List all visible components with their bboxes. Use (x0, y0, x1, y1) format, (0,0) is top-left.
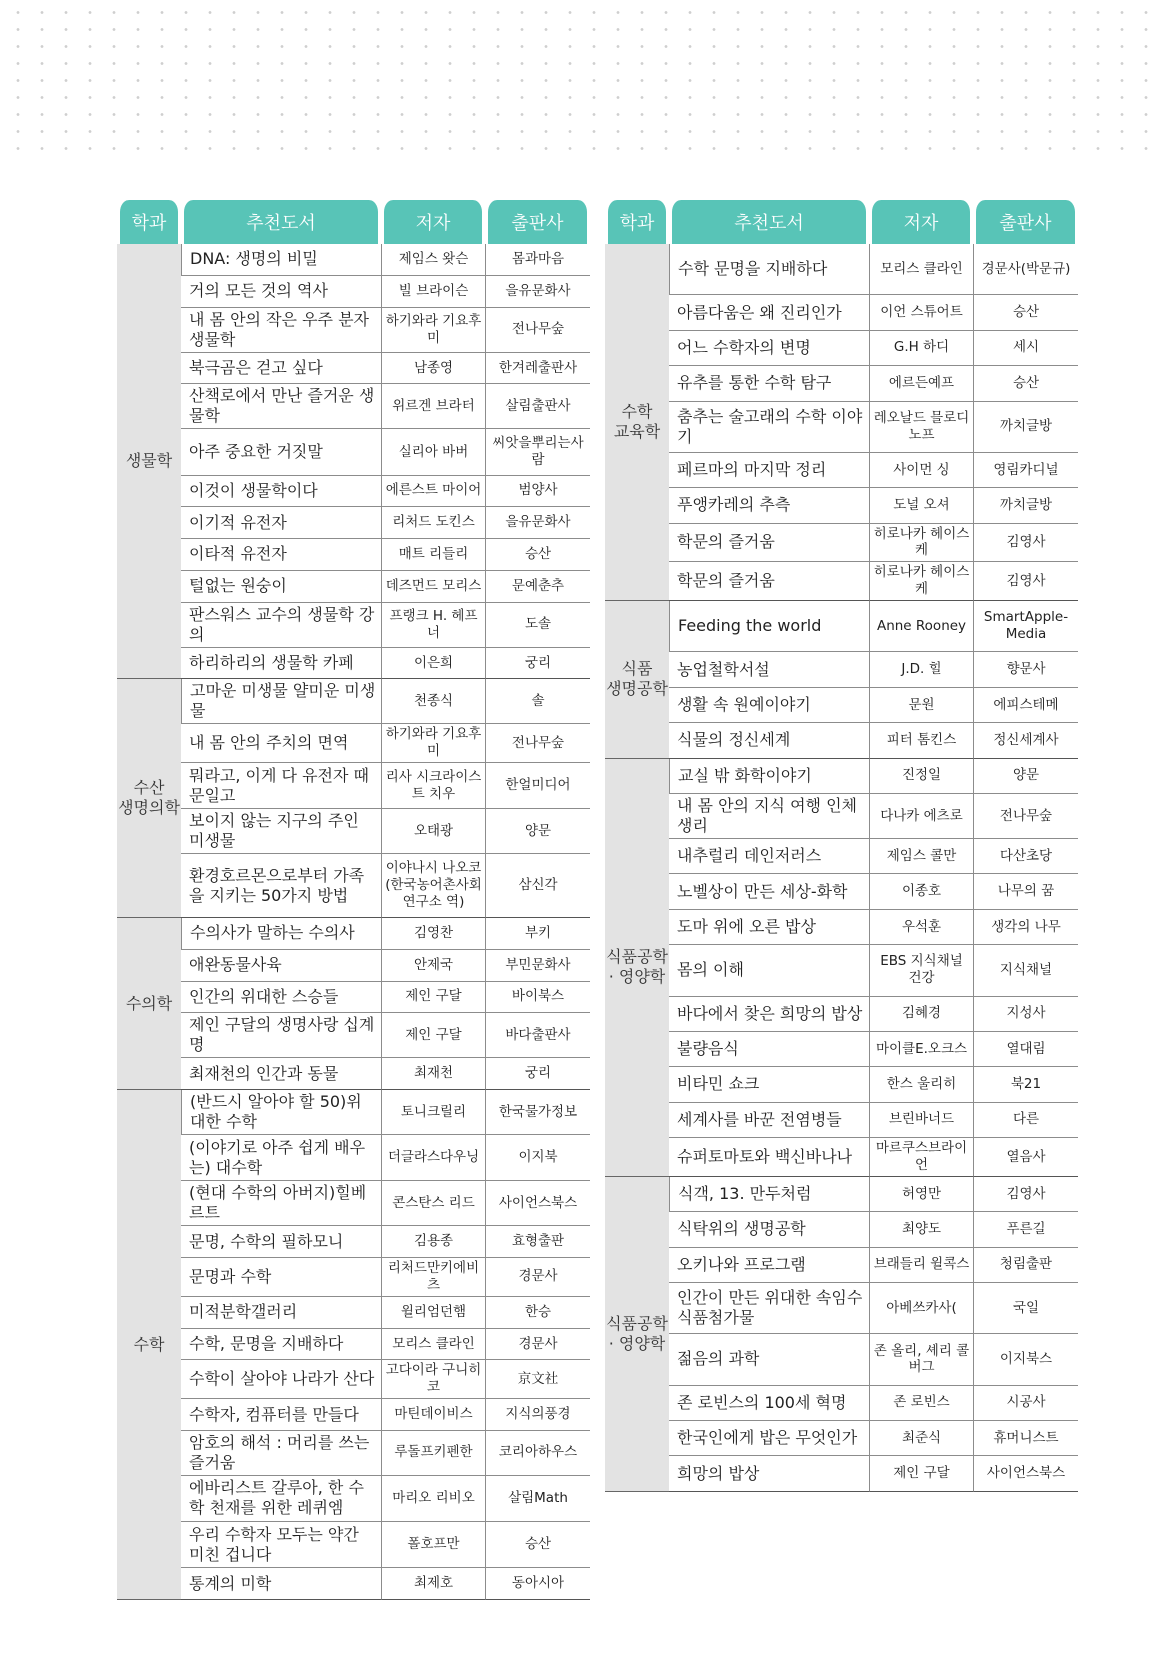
book-author: 모리스 클라인 (381, 1329, 485, 1361)
dept-cell: 식품 생명공학 (605, 601, 669, 759)
table-row (117, 308, 590, 353)
book-publisher: 코리아하우스 (485, 1431, 590, 1476)
table-row (117, 353, 590, 385)
book-title: 바다에서 찾은 희망의 밥상 (669, 997, 869, 1032)
book-author: 최준식 (869, 1421, 973, 1456)
book-publisher: 다산초당 (973, 839, 1078, 874)
book-publisher: 향문사 (973, 652, 1078, 687)
table-row (605, 1248, 1078, 1283)
table-row (605, 1334, 1078, 1385)
book-title: 식객, 13. 만두처럼 (669, 1177, 869, 1212)
book-publisher: 한국물가정보 (485, 1090, 590, 1135)
table-row (117, 679, 590, 724)
book-publisher: 열대림 (973, 1032, 1078, 1067)
table-row (117, 1297, 590, 1329)
table-row (605, 945, 1078, 996)
table-row (117, 1090, 590, 1135)
book-title: 식탁위의 생명공학 (669, 1212, 869, 1247)
book-title: 젊음의 과학 (669, 1334, 869, 1385)
book-publisher: 에피스테메 (973, 688, 1078, 723)
book-author: 브래들리 윌콕스 (869, 1248, 973, 1283)
book-author: Anne Rooney (869, 601, 973, 652)
book-author: 존 올리, 셰리 콜버그 (869, 1334, 973, 1385)
book-author: 더글라스다우닝 (381, 1135, 485, 1181)
book-author: 하기와라 기요후미 (381, 724, 485, 763)
book-title: 털없는 원숭이 (181, 571, 381, 603)
book-publisher: 부키 (485, 918, 590, 950)
book-author: 도널 오셔 (869, 488, 973, 523)
book-title: 교실 밖 화학이야기 (669, 759, 869, 794)
book-title: 학문의 즐거움 (669, 524, 869, 563)
book-title: 학문의 즐거움 (669, 562, 869, 601)
book-title: 농업철학서설 (669, 652, 869, 687)
book-author: 문원 (869, 688, 973, 723)
table-row (117, 854, 590, 918)
book-publisher: 까치글방 (973, 402, 1078, 453)
table-row (605, 910, 1078, 945)
header-dept: 학과 (605, 200, 669, 244)
table-row (605, 1456, 1078, 1491)
header-author: 저자 (381, 200, 485, 244)
table-row (117, 429, 590, 475)
table-row (117, 982, 590, 1014)
book-author: 최양도 (869, 1212, 973, 1247)
book-title: 내추럴리 데인저러스 (669, 839, 869, 874)
table-row (605, 1421, 1078, 1456)
table-row (605, 723, 1078, 758)
book-publisher: 정신세계사 (973, 723, 1078, 758)
book-title: 보이지 않는 지구의 주인 미생물 (181, 809, 381, 854)
table-row (605, 1212, 1078, 1247)
table-row (117, 1181, 590, 1226)
book-title: 이기적 유전자 (181, 507, 381, 539)
dept-cell: 수학 교육학 (605, 244, 669, 601)
book-publisher: 영림카디널 (973, 453, 1078, 488)
table-row (117, 1329, 590, 1361)
book-publisher: 범양사 (485, 476, 590, 508)
book-author: 모리스 클라인 (869, 244, 973, 295)
book-author: 피터 톰킨스 (869, 723, 973, 758)
book-author: 마이클E.오크스 (869, 1032, 973, 1067)
dept-cell: 식품공학 · 영양학 (605, 759, 669, 1177)
dept-cell: 생물학 (117, 244, 181, 679)
dot-pattern-background (0, 0, 1158, 150)
book-title: 노벨상이 만든 세상-화학 (669, 874, 869, 909)
book-title: 몸의 이해 (669, 945, 869, 996)
book-publisher: 열음사 (973, 1138, 1078, 1177)
book-author: 실리아 바버 (381, 429, 485, 475)
table-row (117, 571, 590, 603)
book-title: DNA: 생명의 비밀 (181, 244, 381, 276)
book-title: 수학이 살아야 나라가 산다 (181, 1360, 381, 1399)
table-row (605, 402, 1078, 453)
book-publisher: 전나무숲 (973, 794, 1078, 839)
book-title: 생활 속 원예이야기 (669, 688, 869, 723)
book-publisher: 바이북스 (485, 982, 590, 1014)
book-author: 안제국 (381, 950, 485, 982)
book-title: 아주 중요한 거짓말 (181, 429, 381, 475)
dept-cell: 식품공학 · 영양학 (605, 1177, 669, 1492)
book-title: Feeding the world (669, 601, 869, 652)
book-title: 수학 문명을 지배하다 (669, 244, 869, 295)
book-title: 도마 위에 오른 밥상 (669, 910, 869, 945)
book-title: 어느 수학자의 변명 (669, 331, 869, 366)
book-publisher: 전나무숲 (485, 308, 590, 353)
dept-cell: 수산 생명의학 (117, 679, 181, 917)
book-title: 페르마의 마지막 정리 (669, 453, 869, 488)
book-title: 제인 구달의 생명사랑 십계명 (181, 1013, 381, 1058)
book-author: 최제호 (381, 1568, 485, 1600)
book-author: 제인 구달 (869, 1456, 973, 1491)
table-row (605, 997, 1078, 1032)
table-row (605, 366, 1078, 401)
book-publisher: 궁리 (485, 1058, 590, 1090)
book-author: 존 로빈스 (869, 1386, 973, 1421)
book-author: 김혜경 (869, 997, 973, 1032)
book-publisher: 솔 (485, 679, 590, 724)
book-publisher: 이지북스 (973, 1334, 1078, 1385)
book-title: 세계사를 바꾼 전염병들 (669, 1103, 869, 1138)
table-row (605, 1138, 1078, 1177)
book-publisher: 이지북 (485, 1135, 590, 1181)
book-publisher: 북21 (973, 1067, 1078, 1102)
book-title: 아름다움은 왜 진리인가 (669, 295, 869, 330)
book-publisher: 씨앗을뿌리는사람 (485, 429, 590, 475)
book-publisher: 생각의 나무 (973, 910, 1078, 945)
book-author: 제인 구달 (381, 1013, 485, 1058)
book-author: 제임스 콜만 (869, 839, 973, 874)
table-header-row (605, 200, 1078, 244)
book-author: 이은희 (381, 648, 485, 680)
book-publisher: 문예춘추 (485, 571, 590, 603)
book-title: 판스워스 교수의 생물학 강의 (181, 603, 381, 648)
book-title: 수학, 문명을 지배하다 (181, 1329, 381, 1361)
book-publisher: 동아시아 (485, 1568, 590, 1600)
table-row (605, 759, 1078, 794)
book-author: 폴호프만 (381, 1522, 485, 1568)
book-title: 에바리스트 갈루아, 한 수학 천재를 위한 레퀴엠 (181, 1476, 381, 1522)
book-publisher: 휴머니스트 (973, 1421, 1078, 1456)
dept-cell: 수의학 (117, 918, 181, 1090)
table-row (117, 763, 590, 809)
book-publisher: 승산 (973, 295, 1078, 330)
book-title: 이것이 생물학이다 (181, 476, 381, 508)
table-row (605, 652, 1078, 687)
book-title: 뭐라고, 이게 다 유전자 때문일고 (181, 763, 381, 809)
table-row (117, 507, 590, 539)
book-author: 우석훈 (869, 910, 973, 945)
table-row (605, 688, 1078, 723)
book-publisher: 승산 (485, 539, 590, 571)
book-author: 이야나시 나오코 (한국농어촌사회연구소 역) (381, 854, 485, 918)
book-publisher: 청림출판 (973, 1248, 1078, 1283)
table-row (605, 331, 1078, 366)
table-row (605, 794, 1078, 839)
book-title: 슈퍼토마토와 백신바나나 (669, 1138, 869, 1177)
header-publisher: 출판사 (973, 200, 1078, 244)
book-title: 하리하리의 생물학 카페 (181, 648, 381, 680)
book-publisher: 양문 (973, 759, 1078, 794)
book-title: 인간이 만든 위대한 속임수 식품첨가물 (669, 1283, 869, 1334)
book-author: 브린바너드 (869, 1103, 973, 1138)
book-title: 산책로에서 만난 즐거운 생물학 (181, 384, 381, 429)
book-author: 오태광 (381, 809, 485, 854)
book-publisher: 한승 (485, 1297, 590, 1329)
book-title: 암호의 해석 : 머리를 쓰는 즐거움 (181, 1431, 381, 1476)
book-title: 인간의 위대한 스승들 (181, 982, 381, 1014)
table-row (117, 809, 590, 854)
table-row (605, 244, 1078, 295)
book-publisher: 효형출판 (485, 1226, 590, 1258)
book-title: 비타민 쇼크 (669, 1067, 869, 1102)
table-row (605, 839, 1078, 874)
book-title: 이타적 유전자 (181, 539, 381, 571)
book-publisher: 푸른길 (973, 1212, 1078, 1247)
book-author: 콘스탄스 리드 (381, 1181, 485, 1226)
book-author: EBS 지식채널 건강 (869, 945, 973, 996)
table-row (117, 476, 590, 508)
book-publisher: 바다출판사 (485, 1013, 590, 1058)
book-author: 진정일 (869, 759, 973, 794)
book-publisher: 지성사 (973, 997, 1078, 1032)
table-row (605, 874, 1078, 909)
table-row (117, 1476, 590, 1522)
book-publisher: 한겨레출판사 (485, 353, 590, 385)
book-publisher: 까치글방 (973, 488, 1078, 523)
book-title: 푸앵카레의 추측 (669, 488, 869, 523)
book-publisher: 도솔 (485, 603, 590, 648)
book-title: 수학자, 컴퓨터를 만들다 (181, 1399, 381, 1431)
book-title: 내 몸 안의 주치의 면역 (181, 724, 381, 763)
table-row (605, 1177, 1078, 1212)
book-author: J.D. 힐 (869, 652, 973, 687)
table-row (605, 295, 1078, 330)
book-title: (반드시 알아야 할 50)위대한 수학 (181, 1090, 381, 1135)
table-row (117, 276, 590, 308)
book-title: 미적분학갤러리 (181, 1297, 381, 1329)
book-publisher: 경문사(박문규) (973, 244, 1078, 295)
table-row (117, 1431, 590, 1476)
table-row (117, 1399, 590, 1431)
book-publisher: 시공사 (973, 1386, 1078, 1421)
table-row (117, 1013, 590, 1058)
table-row (605, 524, 1078, 563)
book-author: 김영찬 (381, 918, 485, 950)
book-publisher: 京文社 (485, 1360, 590, 1399)
table-row (117, 918, 590, 950)
table-row (117, 724, 590, 763)
book-title: 북극곰은 걷고 싶다 (181, 353, 381, 385)
book-title: 통계의 미학 (181, 1568, 381, 1600)
book-title: 거의 모든 것의 역사 (181, 276, 381, 308)
book-publisher: 김영사 (973, 562, 1078, 601)
table-row (117, 1226, 590, 1258)
book-title: 고마운 미생물 얄미운 미생물 (181, 679, 381, 724)
book-author: 히로나카 헤이스케 (869, 524, 973, 563)
book-title: 애완동물사육 (181, 950, 381, 982)
book-author: 프랭크 H. 헤프너 (381, 603, 485, 648)
book-publisher: 경문사 (485, 1329, 590, 1361)
book-author: 마르쿠스브라이언 (869, 1138, 973, 1177)
table-row (117, 539, 590, 571)
book-author: 리처드 도킨스 (381, 507, 485, 539)
table-row (605, 1067, 1078, 1102)
book-author: 한스 울리히 (869, 1067, 973, 1102)
book-author: 매트 리들리 (381, 539, 485, 571)
book-title: 불량음식 (669, 1032, 869, 1067)
book-author: 루돌프키펜한 (381, 1431, 485, 1476)
book-publisher: 세시 (973, 331, 1078, 366)
book-author: 데즈먼드 모리스 (381, 571, 485, 603)
book-title: 내 몸 안의 지식 여행 인체생리 (669, 794, 869, 839)
book-author: 허영만 (869, 1177, 973, 1212)
book-author: 남종영 (381, 353, 485, 385)
book-table-left (117, 200, 590, 1600)
book-publisher: 나무의 꿈 (973, 874, 1078, 909)
header-dept: 학과 (117, 200, 181, 244)
book-author: 제인 구달 (381, 982, 485, 1014)
book-publisher: 사이언스북스 (485, 1181, 590, 1226)
book-title: 내 몸 안의 작은 우주 분자생물학 (181, 308, 381, 353)
header-title: 추천도서 (669, 200, 869, 244)
book-title: 존 로빈스의 100세 혁명 (669, 1386, 869, 1421)
book-title: 오키나와 프로그램 (669, 1248, 869, 1283)
book-author: 위르겐 브라터 (381, 384, 485, 429)
book-author: 토니크릴리 (381, 1090, 485, 1135)
book-title: 춤추는 술고래의 수학 이야기 (669, 402, 869, 453)
table-row (605, 562, 1078, 601)
book-author: 에른스트 마이어 (381, 476, 485, 508)
book-author: 빌 브라이슨 (381, 276, 485, 308)
book-author: 천종식 (381, 679, 485, 724)
table-row (117, 1135, 590, 1181)
book-title: 희망의 밥상 (669, 1456, 869, 1491)
table-row (117, 950, 590, 982)
book-author: G.H 하디 (869, 331, 973, 366)
book-publisher: 전나무숲 (485, 724, 590, 763)
table-row (605, 601, 1078, 652)
book-author: 마틴데이비스 (381, 1399, 485, 1431)
header-publisher: 출판사 (485, 200, 590, 244)
table-row (117, 1258, 590, 1297)
book-author: 마리오 리비오 (381, 1476, 485, 1522)
book-author: 고다이라 구니히코 (381, 1360, 485, 1399)
table-row (117, 1522, 590, 1568)
book-title: 식물의 정신세계 (669, 723, 869, 758)
book-publisher: 살림출판사 (485, 384, 590, 429)
book-title: 문명과 수학 (181, 1258, 381, 1297)
book-publisher: 을유문화사 (485, 276, 590, 308)
book-publisher: 김영사 (973, 1177, 1078, 1212)
header-author: 저자 (869, 200, 973, 244)
book-title: (이야기로 아주 쉽게 배우는) 대수학 (181, 1135, 381, 1181)
book-title: 우리 수학자 모두는 약간 미친 겁니다 (181, 1522, 381, 1568)
book-title: 한국인에게 밥은 무엇인가 (669, 1421, 869, 1456)
book-publisher: 국일 (973, 1283, 1078, 1334)
table-row (605, 453, 1078, 488)
book-author: 하기와라 기요후미 (381, 308, 485, 353)
book-publisher: 궁리 (485, 648, 590, 680)
table-row (117, 384, 590, 429)
table-row (605, 1032, 1078, 1067)
book-publisher: 승산 (485, 1522, 590, 1568)
table-row (117, 648, 590, 680)
book-publisher: 경문사 (485, 1258, 590, 1297)
book-author: 리처드만키에비츠 (381, 1258, 485, 1297)
book-author: 제임스 왓슨 (381, 244, 485, 276)
table-row (605, 1103, 1078, 1138)
book-title: 문명, 수학의 필하모니 (181, 1226, 381, 1258)
book-publisher: 다른 (973, 1103, 1078, 1138)
book-publisher: 승산 (973, 366, 1078, 401)
table-row (117, 1058, 590, 1090)
book-author: 이종호 (869, 874, 973, 909)
book-title: 유추를 통한 수학 탐구 (669, 366, 869, 401)
book-author: 아베쓰카사( (869, 1283, 973, 1334)
book-publisher: 삼신각 (485, 854, 590, 918)
book-publisher: 한얼미디어 (485, 763, 590, 809)
table-row (605, 1283, 1078, 1334)
book-author: 최재천 (381, 1058, 485, 1090)
book-title: 수의사가 말하는 수의사 (181, 918, 381, 950)
book-author: 히로나카 헤이스케 (869, 562, 973, 601)
book-author: 이언 스튜어트 (869, 295, 973, 330)
book-author: 레오날드 믈로디노프 (869, 402, 973, 453)
book-publisher: 부민문화사 (485, 950, 590, 982)
table-header-row (117, 200, 590, 244)
table-row (117, 244, 590, 276)
book-publisher: 몸과마음 (485, 244, 590, 276)
book-table-right (605, 200, 1078, 1492)
header-title: 추천도서 (181, 200, 381, 244)
table-row (117, 1568, 590, 1600)
book-author: 윌리엄던햄 (381, 1297, 485, 1329)
book-publisher: 양문 (485, 809, 590, 854)
book-title: 환경호르몬으로부터 가족을 지키는 50가지 방법 (181, 854, 381, 918)
book-title: (현대 수학의 아버지)힐베르트 (181, 1181, 381, 1226)
table-row (605, 488, 1078, 523)
book-publisher: 살림Math (485, 1476, 590, 1522)
table-row (117, 603, 590, 648)
book-publisher: 김영사 (973, 524, 1078, 563)
book-publisher: SmartApple-Media (973, 601, 1078, 652)
book-publisher: 지식채널 (973, 945, 1078, 996)
table-row (117, 1360, 590, 1399)
book-author: 사이먼 싱 (869, 453, 973, 488)
table-row (605, 1386, 1078, 1421)
book-publisher: 지식의풍경 (485, 1399, 590, 1431)
book-title: 최재천의 인간과 동물 (181, 1058, 381, 1090)
book-publisher: 을유문화사 (485, 507, 590, 539)
book-author: 에르든예프 (869, 366, 973, 401)
book-publisher: 사이언스북스 (973, 1456, 1078, 1491)
book-author: 리사 시크라이스트 치우 (381, 763, 485, 809)
book-author: 다나카 에츠로 (869, 794, 973, 839)
book-author: 김용종 (381, 1226, 485, 1258)
dept-cell: 수학 (117, 1090, 181, 1600)
